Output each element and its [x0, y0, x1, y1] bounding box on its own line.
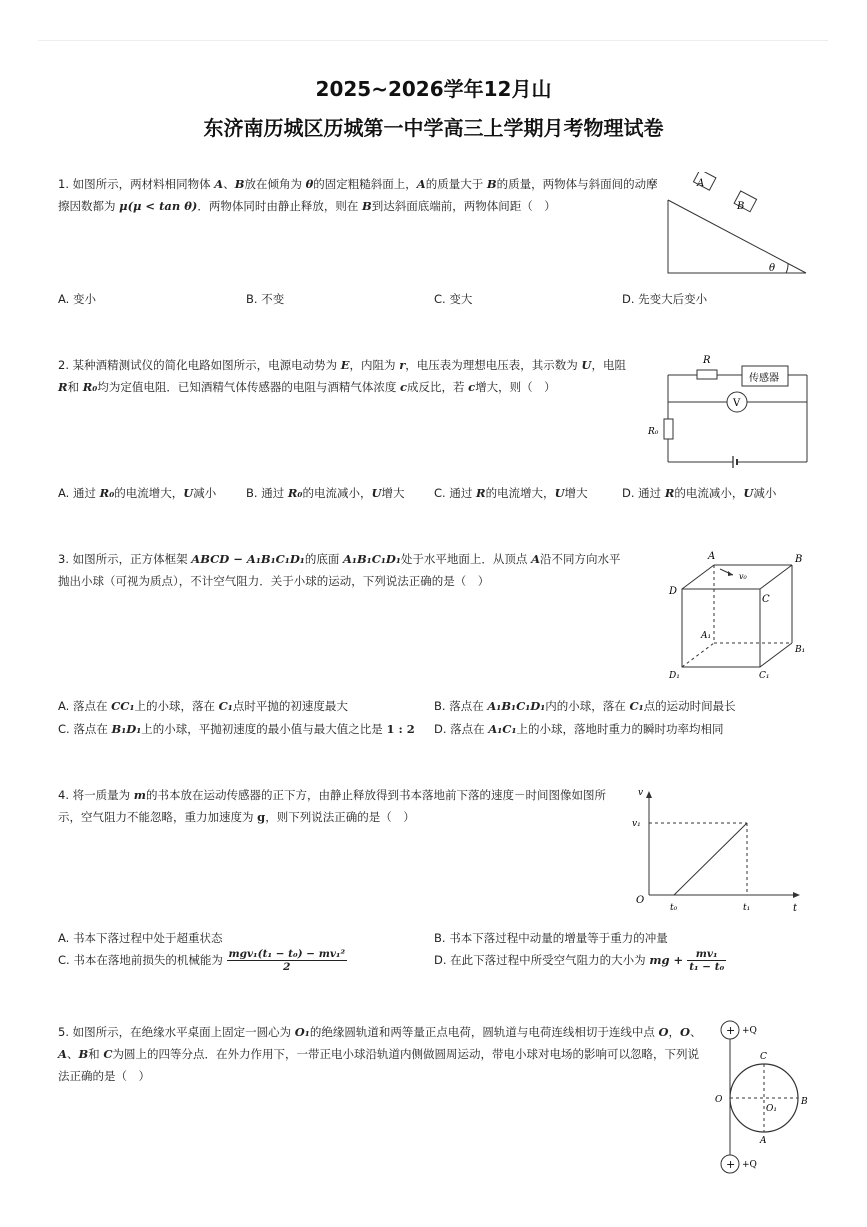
- resistor-r0: [664, 419, 673, 439]
- label-v: V: [733, 398, 741, 409]
- label-o1: O₁: [766, 1104, 777, 1114]
- cube-label-c: C: [762, 594, 770, 605]
- q2-option-b[interactable]: B. 通过 R₀的电流减小，U增大: [246, 486, 405, 500]
- label-q-bottom: +Q: [742, 1160, 757, 1170]
- q1-option-d[interactable]: D. 先变大后变小: [622, 292, 708, 306]
- label-r: R: [703, 355, 711, 366]
- q4-option-c[interactable]: C. 书本在落地前损失的机械能为 $\frac{\text{mgv₁(t₁ − t₀) − mv₁²}}{2}$: [58, 948, 346, 973]
- page-title-line2: 东济南历城区历城第一中学高三上学期月考物理试卷: [203, 116, 664, 140]
- label-a: A: [697, 178, 705, 189]
- cube-label-v0: v₀: [739, 572, 747, 581]
- circle-charges-figure: [708, 1018, 818, 1176]
- question-2-stem: 2. 某种酒精测试仪的简化电路如图所示，电源电动势为 E，内阻为 r，电压表为理想电压表，其示数为 U，电阻 R和 R₀均为定值电阻．已知酒精气体传感器的电阻与酒精气体浓度 c成反比，若 c增大，则（ ）: [58, 358, 626, 394]
- cube-label-b: B: [795, 554, 803, 565]
- cube-label-a1: A₁: [701, 631, 712, 641]
- question-1-stem: 1. 如图所示，两材料相同物体 A、B放在倾角为 θ的固定粗糙斜面上，A的质量大于 B的质量，两物体与斜面间的动摩擦因数都为 μ(μ < tan θ)．两物体同时由静止释放，则在 B到达斜面底端前，两物体间距（ ）: [58, 177, 658, 213]
- cube-label-d: D: [669, 586, 678, 597]
- label-a: A: [760, 1136, 767, 1146]
- q1-option-a[interactable]: A. 变小: [58, 292, 96, 306]
- label-r0: R₀: [648, 427, 659, 437]
- circular-track: [730, 1064, 798, 1132]
- q3-option-a[interactable]: A. 落点在 CC₁上的小球，落在 C₁点时平抛的初速度最大: [58, 699, 348, 713]
- graph-label-v: v: [638, 788, 644, 798]
- q2-option-c[interactable]: C. 通过 R的电流增大，U增大: [434, 486, 588, 500]
- charge-top-sign: +: [726, 1024, 736, 1037]
- label-b: B: [737, 201, 745, 212]
- q3-option-b[interactable]: B. 落点在 A₁B₁C₁D₁内的小球，落在 C₁点的运动时间最长: [434, 699, 736, 713]
- label-b: B: [801, 1097, 808, 1107]
- cube-label-b1: B₁: [795, 645, 806, 655]
- label-sensor: 传感器: [749, 373, 779, 384]
- q1-option-b[interactable]: B. 不变: [246, 292, 285, 306]
- label-c: C: [760, 1052, 767, 1062]
- q4-option-a[interactable]: A. 书本下落过程中处于超重状态: [58, 931, 223, 945]
- page-title-line1: 2025~2026学年12月山: [315, 77, 552, 101]
- cube-label-a: A: [708, 551, 716, 562]
- graph-label-v1: v₁: [632, 819, 641, 829]
- graph-label-t: t: [793, 903, 798, 914]
- q4-option-d[interactable]: D. 在此下落过程中所受空气阻力的大小为 mg + $\frac{\text{mv₁}}{\text{t₁ − t₀}}$: [434, 948, 725, 973]
- q4-option-b[interactable]: B. 书本下落过程中动量的增量等于重力的冲量: [434, 931, 668, 945]
- resistor-r: [697, 370, 717, 379]
- q1-option-c[interactable]: C. 变大: [434, 292, 473, 306]
- question-3-stem: 3. 如图所示，正方体框架 ABCD − A₁B₁C₁D₁的底面 A₁B₁C₁D₁处于水平地面上．从顶点 A沿不同方向水平抛出小球（可视为质点），不计空气阻力．关于小球的运动，下列说法正确的是（ ）: [58, 552, 621, 588]
- charge-bottom-sign: +: [726, 1158, 736, 1171]
- q3-option-d[interactable]: D. 落点在 A₁C₁上的小球，落地时重力的瞬时功率均相同: [434, 722, 724, 736]
- graph-label-origin: O: [636, 895, 645, 906]
- circuit-figure: [645, 350, 815, 472]
- cube-label-c1: C₁: [759, 671, 770, 681]
- q2-option-a[interactable]: A. 通过 R₀的电流增大，U减小: [58, 486, 217, 500]
- cube-figure: [665, 547, 815, 687]
- label-q-top: +Q: [742, 1026, 757, 1036]
- question-4-stem: 4. 将一质量为 m的书本放在运动传感器的正下方，由静止释放得到书本落地前下落的速度－时间图像如图所示，空气阻力不能忽略，重力加速度为 g，则下列说法正确的是（ ）: [58, 788, 606, 824]
- graph-label-t0: t₀: [670, 903, 678, 913]
- label-o: O: [715, 1095, 723, 1105]
- q2-option-d[interactable]: D. 通过 R的电流减小，U减小: [622, 486, 777, 500]
- q3-option-c[interactable]: C. 落点在 B₁D₁上的小球，平抛初速度的最小值与最大值之比是 1 : 2: [58, 722, 415, 736]
- incline-figure: [660, 172, 812, 280]
- cube-label-d1: D₁: [669, 671, 680, 681]
- graph-label-t1: t₁: [743, 903, 751, 913]
- top-divider: [38, 40, 828, 41]
- label-theta: θ: [769, 263, 776, 274]
- vt-graph-figure: [630, 783, 810, 918]
- question-5-stem: 5. 如图所示，在绝缘水平桌面上固定一圆心为 O₁的绝缘圆轨道和两等量正点电荷，圆轨道与电荷连线相切于连线中点 O，O、A、B和 C为圆上的四等分点．在外力作用下，一带正电小球沿轨道内侧做圆周运动，带电小球对电场的影响可以忽略，下列说法正确的是（ ）: [58, 1025, 702, 1083]
